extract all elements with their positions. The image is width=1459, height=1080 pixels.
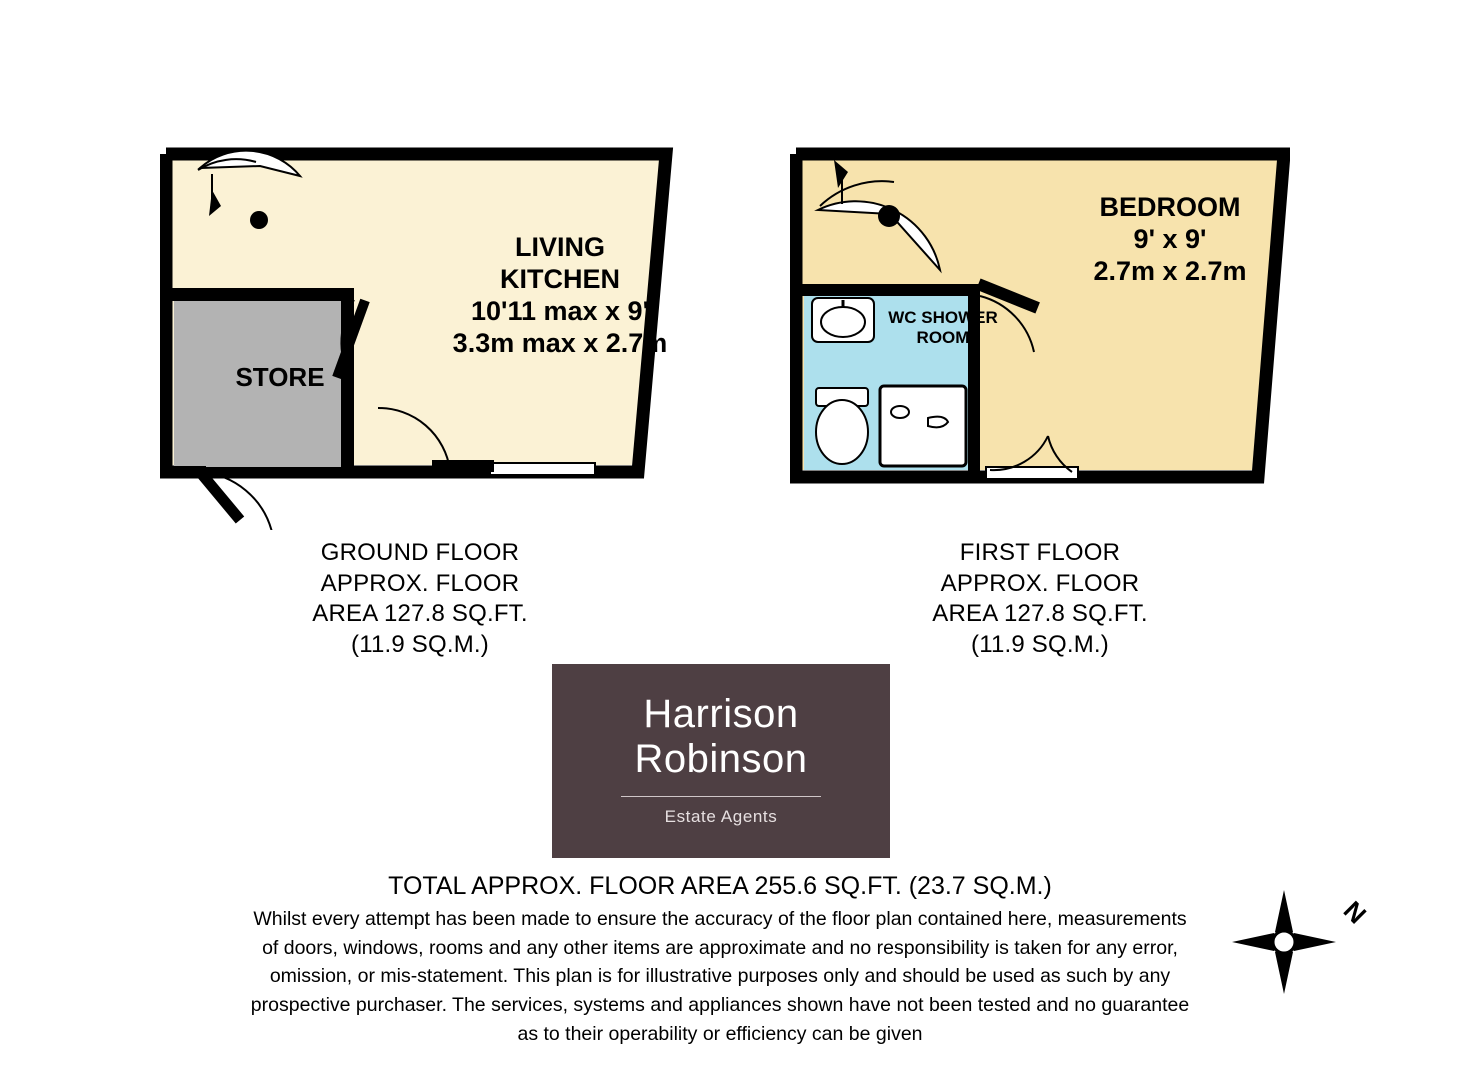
bathroom-top-wall [798,284,980,296]
ground-floor-plan [160,140,680,530]
ground-caption-line-2: APPROX. FLOOR [320,569,520,597]
room-label-store [190,362,370,393]
bedroom-line-1: BEDROOM [1099,192,1241,222]
door-pivot-top [250,211,268,229]
first-caption-line-4: (11.9 SQ.M.) [971,631,1109,659]
logo-divider [621,796,821,797]
compass-north-label: N [1337,895,1373,930]
store-line-1: STORE [235,362,325,392]
disclaimer-line-5: as to their operability or efficiency can be given [517,1022,923,1045]
compass-hub [1273,931,1295,953]
shower-drain-icon [891,406,909,418]
bedroom-line-3: 2.7m x 2.7m [1093,255,1247,286]
ground-caption-line-4: (11.9 SQ.M.) [351,631,489,659]
ground-caption-line-3: AREA 127.8 SQ.FT. [312,600,528,628]
disclaimer-line-1: Whilst every attempt has been made to ensure the accuracy of the floor plan contained here, measurements [253,908,1187,930]
compass-rose [1222,872,1382,1012]
first-floor-window [986,467,1078,479]
disclaimer-line-2: of doors, windows, rooms and any other items are approximate and no responsibility is taken for any error, [262,936,1178,959]
bedroom-line-2: 9' x 9' [1133,223,1207,254]
bottom-door-leaf [432,460,494,472]
disclaimer-line-3: omission, or mis-statement. This plan is for illustrative purposes only and should be used as such by any [269,965,1171,988]
shower-head-icon [928,417,948,428]
ground-caption-line-1: GROUND FLOOR [320,539,520,566]
wc-shower-line-2: ROOM [916,327,970,347]
first-caption-line-1: FIRST FLOOR [959,539,1121,566]
disclaimer-line-4: prospective purchaser. The services, systems and appliances shown have not been tested and no guarantee [250,993,1190,1016]
living-kitchen-line-2: KITCHEN [500,263,620,294]
shower-tray-icon [880,386,966,466]
first-floor-plan [790,140,1290,530]
living-kitchen-line-3: 10'11 max x 9' [471,295,649,326]
agency-logo [552,664,890,858]
room-label-wc-shower-room [848,308,1038,347]
compass-icon [1222,872,1382,1012]
total-floor-area: TOTAL APPROX. FLOOR AREA 255.6 SQ.FT. (23.7 SQ.M.) [388,872,1052,900]
logo-subtitle: Estate Agents [664,807,778,826]
room-label-bedroom [1020,192,1320,288]
first-floor-caption [800,538,1280,661]
first-caption-line-3: AREA 127.8 SQ.FT. [932,600,1148,628]
logo-line-1: Harrison [643,692,799,736]
disclaimer-text [215,905,1225,1048]
wc-shower-line-1: WC SHOWER [888,308,998,327]
external-door-leaf [200,472,240,520]
ground-floor-caption [180,538,660,661]
living-kitchen-line-4: 3.3m max x 2.7m [452,327,668,358]
logo-line-2: Robinson [634,737,808,781]
first-caption-line-2: APPROX. FLOOR [940,569,1140,597]
ground-floor-bottom-wall-stub [166,466,206,478]
toilet-bowl-icon [816,400,868,464]
ground-floor-window [490,463,595,475]
first-floor-door-pivot [878,205,900,227]
store-top-wall [168,288,354,301]
living-kitchen-line-1: LIVING [514,232,605,262]
room-label-living-kitchen [400,232,720,359]
